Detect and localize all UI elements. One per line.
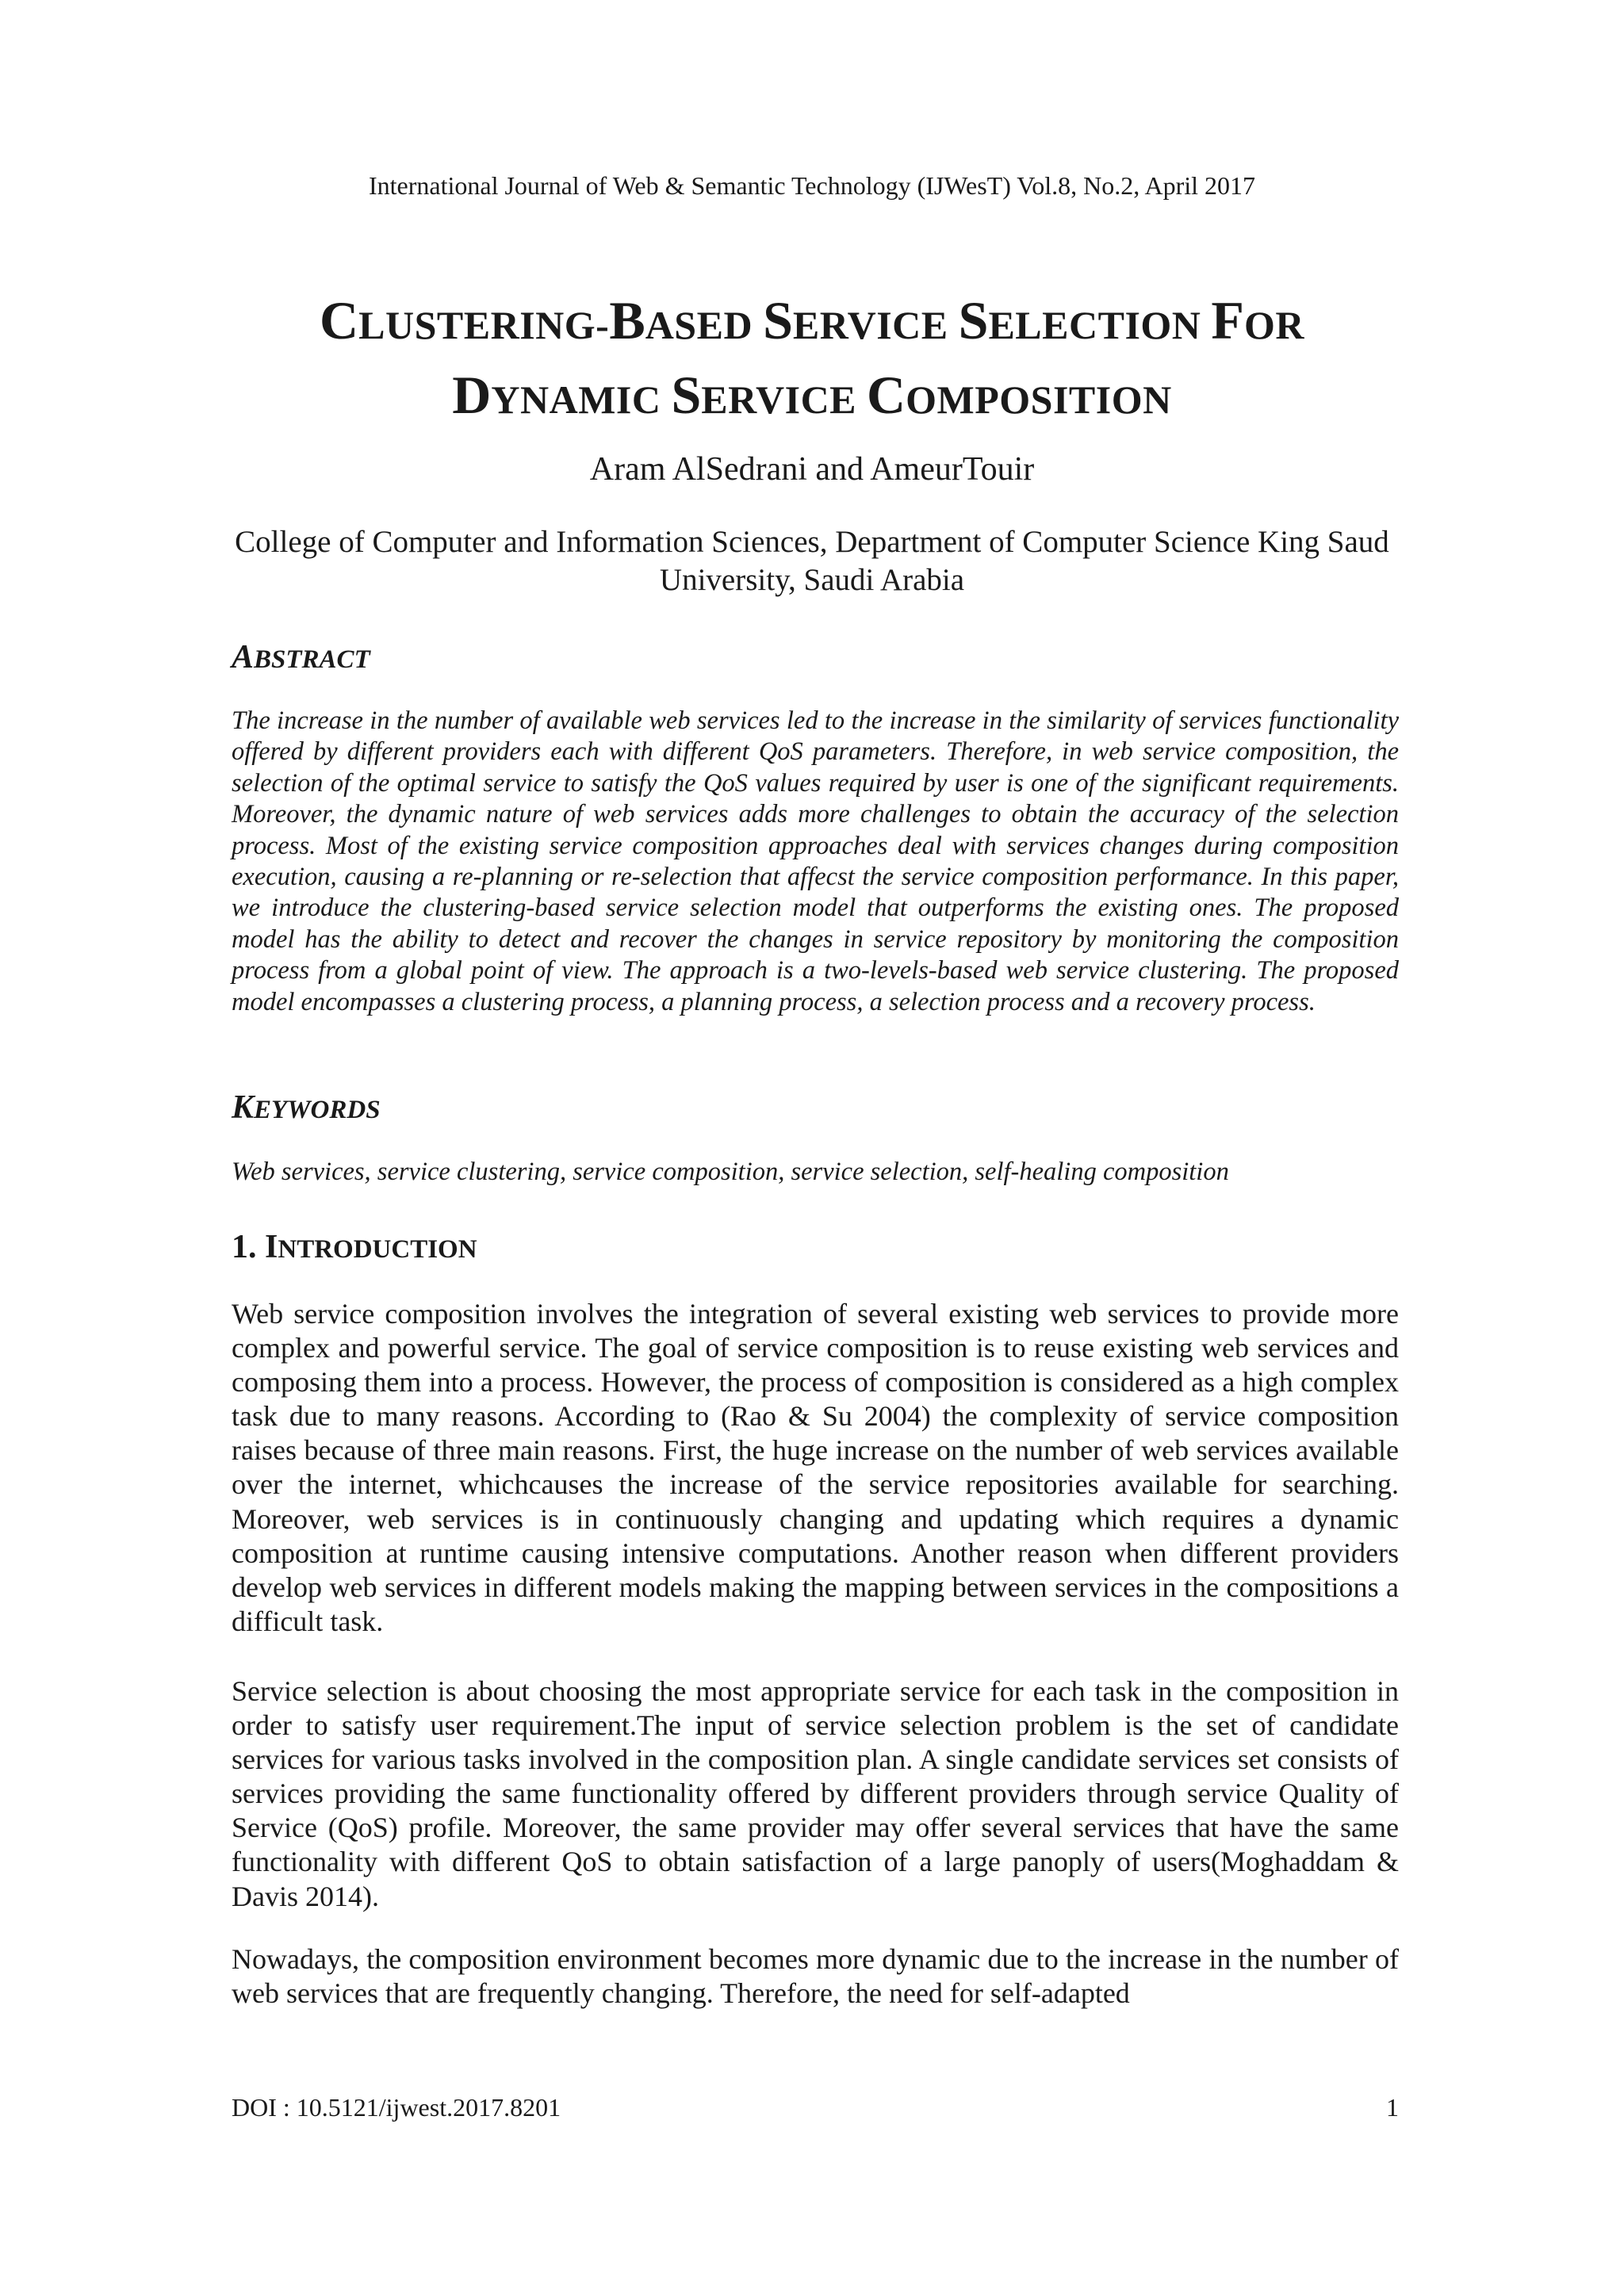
keywords-text: Web services, service clustering, service composition, service selection, self-healing composition bbox=[232, 1158, 1229, 1186]
abstract-text: The increase in the number of available web services led to the increase in the similarity of services functionality offered by different providers each with different QoS parameters. Therefore, in web service composition, the selection of the optimal service to satisfy the QoS values required by user is one of the significant requirements. Moreover, the dynamic nature of web services adds more challenges to obtain the accuracy of the selection process. Most of the existing service composition approaches deal with services changes during composition execution, causing a re-planning or re-selection that affecst the service composition performance. In this paper, we introduce the clustering-based service selection model that outperforms the existing ones. The proposed model has the ability to detect and recover the changes in service repository by monitoring the composition process from a global point of view. The approach is a two-levels-based web service clustering. The proposed model encompasses a clustering process, a planning process, a selection process and a recovery process. bbox=[232, 706, 1399, 1016]
abstract-heading: ABSTRACT bbox=[232, 639, 370, 675]
introduction-paragraph-2: Service selection is about choosing the most appropriate service for each task in the composition in order to satisfy user requirement.The input of service selection problem is the set of candidate services for various tasks involved in the composition plan. A single candidate services set consists of services providing the same functionality offered by different providers through service Quality of Service (QoS) profile. Moreover, the same provider may offer several services that have the same functionality with different QoS to obtain satisfaction of a large panoply of users(Moghaddam & Davis 2014). bbox=[232, 1675, 1399, 1912]
running-header: International Journal of Web & Semantic Technology (IJWesT) Vol.8, No.2, April 2017 bbox=[368, 171, 1256, 200]
authors: Aram AlSedrani and AmeurTouir bbox=[589, 451, 1035, 488]
title-line-2: DYNAMIC SERVICE COMPOSITION bbox=[452, 365, 1172, 425]
title-line-1: CLUSTERING-BASED SERVICE SELECTION FOR bbox=[320, 290, 1304, 350]
keywords-heading: KEYWORDS bbox=[232, 1089, 381, 1126]
paper-title bbox=[143, 285, 1481, 434]
page-number: 1 bbox=[1386, 2093, 1399, 2122]
footer-doi: DOI : 10.5121/ijwest.2017.8201 bbox=[232, 2093, 561, 2122]
affiliation: College of Computer and Information Sciences, Department of Computer Science King Saud University, Saudi Arabia bbox=[235, 525, 1389, 597]
introduction-heading: 1. INTRODUCTION bbox=[232, 1229, 477, 1265]
introduction-paragraph-3: Nowadays, the composition environment becomes more dynamic due to the increase in the number of web services that are frequently changing. Therefore, the need for self-adapted bbox=[232, 1943, 1399, 2010]
introduction-paragraph-1: Web service composition involves the integration of several existing web services to provide more complex and powerful service. The goal of service composition is to reuse existing web services and composing them into a process. However, the process of composition is considered as a high complex task due to many reasons. According to (Rao & Su 2004) the complexity of service composition raises because of three main reasons. First, the huge increase on the number of web services available over the internet, whichcauses the increase of the service repositories available for searching. Moreover, web services is in continuously changing and updating which requires a dynamic composition at runtime causing intensive computations. Another reason when different providers develop web services in different models making the mapping between services in the compositions a difficult task. bbox=[232, 1298, 1399, 1637]
